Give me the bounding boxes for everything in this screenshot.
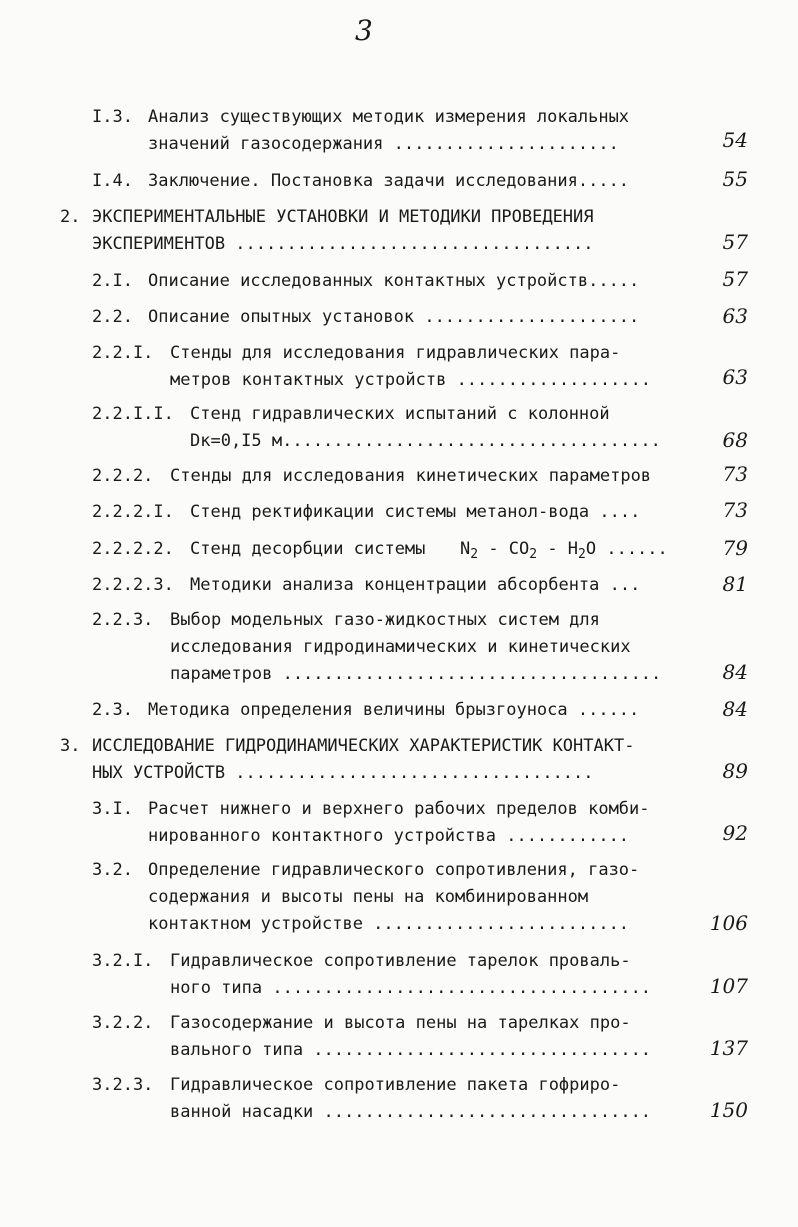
- entry-number: 3.I.: [92, 799, 133, 819]
- entry-line: вального типа .................................: [170, 1040, 652, 1060]
- entry-line: Описание опытных установок .....................: [148, 307, 640, 327]
- entry-line: значений газосодержания ......................: [148, 134, 619, 154]
- entry-line: Стенд ректификации системы метанол-вода ....: [190, 502, 641, 522]
- entry-number: 2.I.: [92, 271, 133, 291]
- entry-line: нированного контактного устройства ............: [148, 826, 630, 846]
- entry-line: Стенды для исследования гидравлических пара-: [170, 343, 621, 363]
- entry-number: 3.2.: [92, 860, 133, 880]
- entry-line: содержания и высоты пены на комбинированном: [148, 887, 589, 907]
- entry-number: 2.2.I.I.: [92, 404, 174, 424]
- entry-line: контактном устройстве .........................: [148, 914, 630, 934]
- entry-line: ЭКСПЕРИМЕНТАЛЬНЫЕ УСТАНОВКИ И МЕТОДИКИ ПРОВЕДЕНИЯ: [92, 207, 594, 227]
- entry-number: 3.2.3.: [92, 1075, 154, 1095]
- entry-line: Расчет нижнего и верхнего рабочих пределов комби-: [148, 799, 650, 819]
- entry-number: 3.2.I.: [92, 951, 154, 971]
- entry-line: Анализ существующих методик измерения локальных: [148, 107, 630, 127]
- entry-number: I.4.: [92, 171, 133, 191]
- entry-number: 2.2.2.: [92, 466, 154, 486]
- entry-number: 2.2.: [92, 307, 133, 327]
- entry-page: 57: [722, 230, 748, 254]
- entry-line: Описание исследованных контактных устройств.....: [148, 271, 640, 291]
- entry-line: Стенд гидравлических испытаний с колонной: [190, 404, 610, 424]
- entry-line: Гидравлическое сопротивление тарелок проваль-: [170, 951, 631, 971]
- entry-line: Стенды для исследования кинетических параметров: [170, 466, 652, 486]
- entry-line: Заключение. Постановка задачи исследования.....: [148, 171, 630, 191]
- entry-number: 2.2.I.: [92, 343, 154, 363]
- entry-line: Методики анализа концентрации абсорбента ...: [190, 575, 641, 595]
- entry-page: 79: [722, 536, 748, 560]
- entry-page: 150: [709, 1098, 748, 1122]
- entry-number: I.3.: [92, 107, 133, 127]
- entry-page: 73: [722, 462, 748, 486]
- entry-page: 84: [722, 660, 748, 684]
- entry-page: 68: [722, 428, 748, 452]
- entry-number: 2.2.3.: [92, 610, 154, 630]
- entry-page: 73: [722, 498, 748, 522]
- entry-page: 89: [722, 759, 748, 783]
- entry-line: параметров .....................................: [170, 664, 662, 684]
- entry-page: 106: [709, 911, 748, 935]
- entry-page: 63: [722, 365, 748, 389]
- entry-page: 92: [722, 821, 748, 845]
- entry-line: Методика определения величины брызгоуноса ......: [148, 700, 640, 720]
- entry-number: 2.3.: [92, 700, 133, 720]
- entry-line: Газосодержание и высота пены на тарелках про-: [170, 1013, 631, 1033]
- page-number: 3: [355, 14, 373, 47]
- entry-page: 63: [722, 304, 748, 328]
- entry-line: ЭКСПЕРИМЕНТОВ ...................................: [92, 234, 594, 254]
- entry-line: ванной насадки ................................: [170, 1102, 652, 1122]
- entry-page: 55: [722, 167, 748, 191]
- entry-number: 2.2.2.I.: [92, 502, 174, 522]
- entry-page: 81: [722, 572, 748, 596]
- entry-line: исследования гидродинамических и кинетических: [170, 637, 631, 657]
- entry-page: 54: [722, 128, 748, 152]
- entry-line: Гидравлическое сопротивление пакета гофриро-: [170, 1075, 621, 1095]
- entry-page: 57: [722, 267, 748, 291]
- entry-number: 2.2.2.3.: [92, 575, 174, 595]
- entry-line: НЫХ УСТРОЙСТВ ...................................: [92, 763, 594, 783]
- entry-line: Выбор модельных газо-жидкостных систем для: [170, 610, 600, 630]
- entry-line: Определение гидравлического сопротивления, газо-: [148, 860, 640, 880]
- entry-number: 3.: [60, 736, 81, 756]
- entry-number: 3.2.2.: [92, 1013, 154, 1033]
- entry-number: 2.: [60, 207, 81, 227]
- entry-page: 137: [709, 1036, 748, 1060]
- entry-line: ного типа .....................................: [170, 978, 652, 998]
- entry-page: 84: [722, 697, 748, 721]
- entry-number: 2.2.2.2.: [92, 539, 174, 559]
- entry-line: Стенд десорбции системы: [190, 539, 426, 559]
- entry-line: метров контактных устройств ...................: [170, 370, 652, 390]
- chemical-formula: $N_2 - CO_2 - H_2O$ ......: [460, 539, 668, 562]
- entry-line: ИССЛЕДОВАНИЕ ГИДРОДИНАМИЧЕСКИХ ХАРАКТЕРИСТИК КОНТАКТ-: [92, 736, 635, 756]
- entry-page: 107: [709, 974, 748, 998]
- entry-line: Dк=0,I5 м.....................................: [190, 431, 661, 451]
